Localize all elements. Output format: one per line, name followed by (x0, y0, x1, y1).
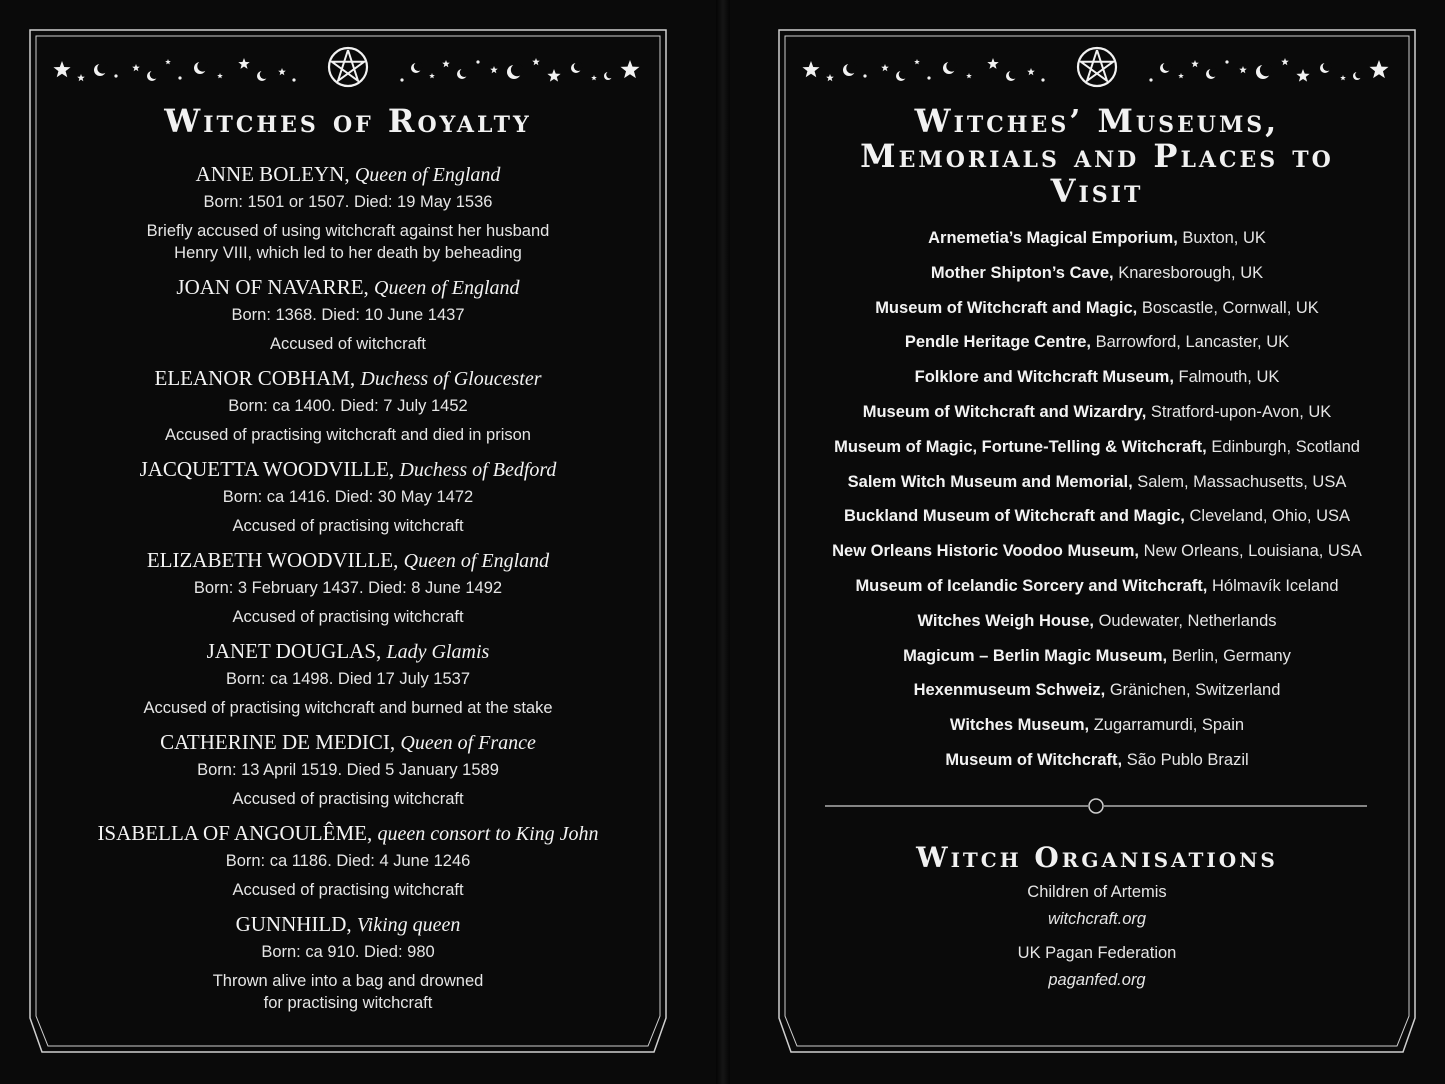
moon-shadow (1009, 70, 1018, 79)
moon-shadow (846, 63, 857, 74)
pentacle-star (1081, 50, 1113, 81)
royal-entry (28, 455, 668, 537)
heading-text: Witches’ Museums, Memorials and Places to Visit (860, 102, 1334, 210)
star-icon (53, 61, 70, 77)
museum-entry (777, 534, 1417, 569)
museum-entry (777, 639, 1417, 674)
star-icon (966, 73, 972, 78)
royal-note: Accused of practising witchcraft (232, 881, 464, 899)
royal-entry (28, 273, 668, 355)
moon-shadow (574, 62, 583, 71)
sparkle-dot (863, 74, 866, 77)
museum-location: Buxton, UK (1182, 229, 1266, 247)
museum-name: Folklore and Witchcraft Museum, (914, 368, 1174, 387)
star-icon (278, 68, 286, 75)
star-icon (1369, 60, 1388, 78)
crescent-moon-icon (457, 68, 469, 79)
museum-list (777, 221, 1417, 778)
museum-location: São Publo Brazil (1126, 750, 1249, 769)
museum-name: New Orleans Historic Voodoo Museum, (832, 542, 1139, 561)
crescent-moon-icon (257, 70, 269, 81)
royal-name: ISABELLA OF ANGOULÊME, (97, 821, 373, 845)
crescent-moon-icon (1353, 71, 1362, 80)
royal-note: Accused of practising witchcraft (232, 608, 464, 626)
moon-shadow (899, 70, 908, 79)
royal-dates: Born: 13 April 1519. Died 5 January 1589 (197, 761, 499, 779)
moon-shadow (460, 68, 469, 77)
royal-entry (28, 364, 668, 446)
crescent-moon-icon (1160, 62, 1172, 73)
museum-location: Boscastle, Cornwall, UK (1141, 298, 1319, 317)
royal-dates: Born: ca 1416. Died: 30 May 1472 (222, 488, 474, 506)
star-icon (547, 69, 560, 82)
moon-shadow (1355, 71, 1362, 78)
royal-name: ANNE BOLEYN, (195, 162, 350, 186)
pentacle-ring (329, 48, 367, 86)
royal-note: Briefly accused of using witchcraft against her husband Henry VIII, which led to her death by beheading (146, 222, 550, 262)
moon-shadow (260, 70, 269, 79)
crescent-moon-icon (94, 63, 108, 76)
page-title (777, 104, 1417, 209)
right-page (777, 28, 1417, 1054)
pentacle-icon (329, 48, 367, 86)
star-icon (826, 74, 834, 81)
moon-shadow (97, 63, 108, 74)
royal-title: Queen of England (374, 277, 520, 299)
crescent-moon-icon (1206, 68, 1218, 79)
royal-title: Queen of England (403, 550, 550, 572)
star-icon (1281, 58, 1289, 65)
royal-dates: Born: 1501 or 1507. Died: 19 May 1536 (203, 193, 493, 211)
star-icon (881, 64, 889, 71)
royal-dates: Born: ca 1400. Died: 7 July 1452 (228, 397, 468, 415)
museum-location: Knaresborough, UK (1118, 263, 1264, 282)
star-icon (987, 58, 998, 69)
royal-note: Accused of practising witchcraft and died in prison (165, 426, 531, 444)
pentacle-star (332, 50, 364, 81)
royal-dates: Born: 3 February 1437. Died: 8 June 1492 (193, 579, 503, 597)
organisation-entry (777, 879, 1417, 933)
star-icon (620, 60, 639, 78)
museum-location: Cleveland, Ohio, USA (1189, 507, 1350, 526)
moon-shadow (1209, 68, 1218, 77)
museum-location: Hólmavík Iceland (1211, 576, 1339, 595)
sparkle-dot (927, 76, 930, 79)
organisation-name: UK Pagan Federation (1017, 944, 1177, 962)
moon-shadow (511, 64, 524, 77)
crescent-moon-icon (1320, 62, 1332, 73)
museum-entry (777, 221, 1417, 256)
museum-location: Gränichen, Switzerland (1109, 681, 1281, 700)
museum-name: Mother Shipton’s Cave, (930, 263, 1114, 282)
crescent-moon-icon (896, 70, 908, 81)
museum-name: Arnemetia’s Magical Emporium, (928, 229, 1178, 247)
crescent-moon-icon (1256, 64, 1272, 79)
page-title: Witches of Royalty (164, 102, 532, 140)
sparkle-dot (292, 78, 295, 81)
star-icon (591, 75, 597, 80)
royal-title: Queen of England (354, 164, 501, 186)
museum-name: Museum of Magic, Fortune-Telling & Witchcraft, (834, 437, 1207, 456)
royal-name: ELEANOR COBHAM, (154, 366, 356, 390)
crescent-moon-icon (147, 70, 159, 81)
royal-note: Accused of practising witchcraft (232, 517, 464, 535)
royal-dates: Born: ca 910. Died: 980 (261, 943, 435, 961)
royal-entry (28, 728, 668, 810)
royal-name-line (28, 910, 668, 939)
sparkle-dot (476, 60, 479, 63)
star-icon (914, 59, 920, 64)
organisation-url[interactable]: witchcraft.org (1047, 910, 1147, 928)
crescent-moon-icon (507, 64, 523, 79)
museum-entry (777, 465, 1417, 500)
museum-entry (777, 569, 1417, 604)
moon-shadow (1323, 62, 1332, 71)
star-band-decoration (797, 40, 1397, 94)
sparkle-dot (114, 74, 117, 77)
star-icon (490, 66, 498, 73)
moon-shadow (606, 71, 613, 78)
star-icon (1027, 68, 1035, 75)
star-icon (1191, 60, 1199, 67)
royal-note: Accused of practising witchcraft and burned at the stake (143, 699, 553, 717)
royal-entry (28, 160, 668, 264)
book-spine (716, 0, 730, 1084)
museum-name: Pendle Heritage Centre, (904, 333, 1092, 352)
museum-name: Witches Weigh House, (917, 611, 1094, 630)
royal-name: GUNNHILD, (235, 912, 352, 936)
crescent-moon-icon (843, 63, 857, 76)
sparkle-dot (1225, 60, 1228, 63)
museum-name: Hexenmuseum Schweiz, (913, 681, 1106, 700)
royal-name: ELIZABETH WOODVILLE, (146, 548, 399, 572)
museum-location: Zugarramurdi, Spain (1093, 716, 1245, 735)
museum-entry (777, 325, 1417, 360)
museum-location: Stratford-upon-Avon, UK (1150, 402, 1332, 421)
museum-entry (777, 499, 1417, 534)
moon-shadow (150, 70, 159, 79)
royal-entry (28, 637, 668, 719)
museum-location: Oudewater, Netherlands (1098, 611, 1277, 630)
sparkle-dot (1041, 78, 1044, 81)
royal-note: Accused of witchcraft (270, 335, 426, 353)
organisations-list (777, 879, 1417, 1001)
star-icon (802, 61, 819, 77)
museum-entry (777, 708, 1417, 743)
museum-entry (777, 673, 1417, 708)
royal-title: Duchess of Gloucester (360, 368, 542, 390)
royal-name-line (28, 273, 668, 302)
royal-title: queen consort to King John (377, 823, 599, 845)
star-icon (1296, 69, 1309, 82)
royal-name-line (28, 364, 668, 393)
royalty-list (28, 160, 668, 1023)
moon-shadow (1260, 64, 1273, 77)
museum-name: Salem Witch Museum and Memorial, (847, 472, 1133, 491)
royal-title: Duchess of Bedford (399, 459, 557, 481)
museum-name: Museum of Witchcraft and Magic, (875, 298, 1138, 317)
crescent-moon-icon (571, 62, 583, 73)
museum-entry (777, 430, 1417, 465)
crescent-moon-icon (943, 61, 957, 74)
royal-name: CATHERINE DE MEDICI, (160, 730, 396, 754)
royal-title: Viking queen (356, 914, 461, 936)
royal-name: JACQUETTA WOODVILLE, (139, 457, 395, 481)
museum-name: Witches Museum, (949, 716, 1090, 735)
royal-title: Lady Glamis (386, 641, 490, 663)
museum-entry (777, 395, 1417, 430)
pentacle-ring (1078, 48, 1116, 86)
crescent-moon-icon (1006, 70, 1018, 81)
royal-dates: Born: ca 1186. Died: 4 June 1246 (225, 852, 471, 870)
museum-location: Falmouth, UK (1178, 368, 1280, 387)
royal-name-line (28, 637, 668, 666)
left-page (28, 28, 668, 1054)
royal-name-line (28, 546, 668, 575)
museum-name: Museum of Witchcraft, (945, 750, 1123, 769)
star-icon (429, 73, 435, 78)
royal-dates: Born: 1368. Died: 10 June 1437 (231, 306, 465, 324)
museum-location: Salem, Massachusetts, USA (1137, 472, 1347, 491)
sparkle-dot (178, 76, 181, 79)
royal-name-line (28, 160, 668, 189)
star-icon (165, 59, 171, 64)
organisation-entry (777, 940, 1417, 994)
star-icon (238, 58, 249, 69)
royal-note: Thrown alive into a bag and drowned for practising witchcraft (212, 972, 484, 1012)
royal-entry (28, 546, 668, 628)
divider-ornament (825, 796, 1367, 816)
star-icon (1178, 73, 1184, 78)
crescent-moon-icon (194, 61, 208, 74)
star-icon (132, 64, 140, 71)
royal-name-line (28, 728, 668, 757)
star-icon (1340, 75, 1346, 80)
sparkle-dot (1149, 78, 1152, 81)
moon-shadow (414, 62, 423, 71)
museum-entry (777, 743, 1417, 778)
museum-location: Berlin, Germany (1171, 646, 1291, 665)
museum-entry (777, 256, 1417, 291)
crescent-moon-icon (604, 71, 613, 80)
museum-name: Buckland Museum of Witchcraft and Magic, (844, 507, 1185, 526)
moon-shadow (197, 61, 208, 72)
star-icon (442, 60, 450, 67)
organisation-name: Children of Artemis (1027, 883, 1167, 901)
museum-name: Museum of Witchcraft and Wizardry, (862, 402, 1147, 421)
royal-entry (28, 910, 668, 1014)
organisation-url[interactable]: paganfed.org (1048, 971, 1146, 989)
museum-name: Magicum – Berlin Magic Museum, (903, 646, 1168, 665)
royal-name: JOAN OF NAVARRE, (176, 275, 369, 299)
moon-shadow (1163, 62, 1172, 71)
royal-note: Accused of practising witchcraft (232, 790, 464, 808)
star-band-decoration (48, 40, 648, 94)
royal-title: Queen of France (400, 732, 536, 754)
royal-name-line (28, 455, 668, 484)
sparkle-dot (400, 78, 403, 81)
museum-location: Barrowford, Lancaster, UK (1095, 333, 1290, 352)
museum-location: New Orleans, Louisiana, USA (1143, 542, 1362, 561)
museum-name: Museum of Icelandic Sorcery and Witchcraft, (855, 576, 1208, 595)
royal-name-line (28, 819, 668, 848)
museum-location: Edinburgh, Scotland (1211, 437, 1360, 456)
museum-entry (777, 291, 1417, 326)
museum-entry (777, 604, 1417, 639)
star-icon (532, 58, 540, 65)
star-icon (1239, 66, 1247, 73)
royal-dates: Born: ca 1498. Died 17 July 1537 (226, 670, 470, 688)
museum-entry (777, 360, 1417, 395)
royal-entry (28, 819, 668, 901)
organisations-heading: Witch Organisations (916, 841, 1278, 874)
royal-name: JANET DOUGLAS, (206, 639, 382, 663)
star-icon (77, 74, 85, 81)
crescent-moon-icon (411, 62, 423, 73)
pentacle-icon (1078, 48, 1116, 86)
star-icon (217, 73, 223, 78)
moon-shadow (946, 61, 957, 72)
